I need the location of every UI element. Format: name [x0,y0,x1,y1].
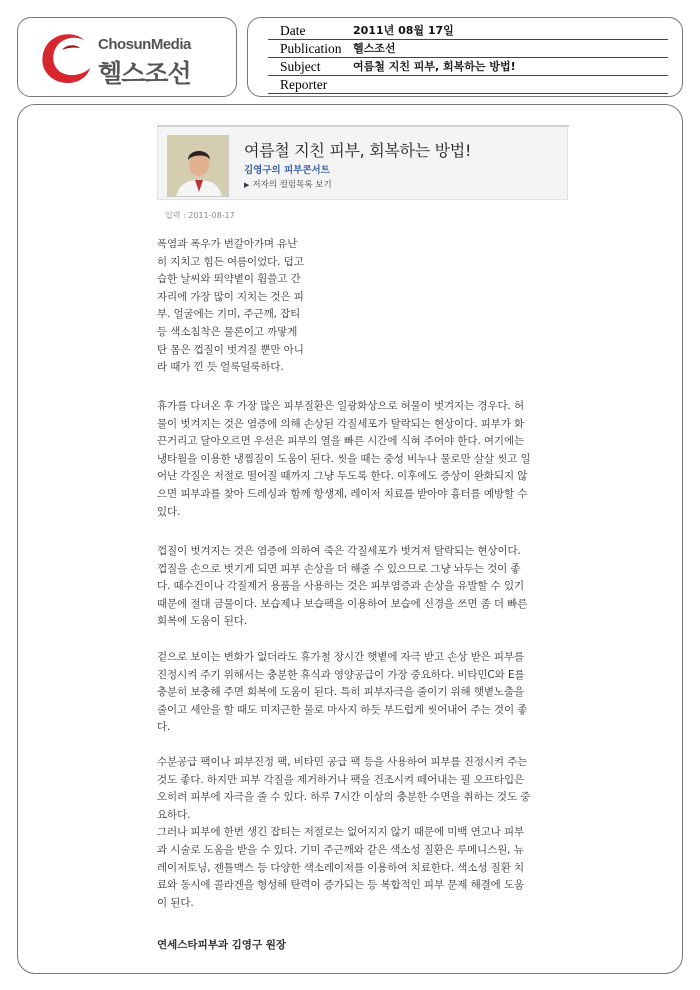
card-top-border [157,125,569,127]
text-line: 부. 얼굴에는 기미, 주근깨, 잡티 [157,308,301,321]
paragraph-treatment [157,754,569,912]
author-portrait-icon [168,136,229,197]
text-line: 으면 피부과를 찾아 드레싱과 함께 항생제, 레이저 치료를 받아야 흉터를 예방할 수 [157,487,528,500]
text-line: 다. 때수건이나 각질제거 용품을 사용하는 것은 피부염증과 손상을 유발할 수 있기 [157,580,525,593]
author-signature: 연세스타피부과 김영구 원장 [157,939,287,951]
meta-row-publication [268,40,668,58]
meta-label-reporter: Reporter [280,77,328,92]
text-line: 등 색소침착은 물론이고 까맣게 [157,325,298,338]
text-line: 라 때가 낀 듯 얼룩덜룩하다. [157,361,284,374]
text-line: 어난 각질은 저절로 떨어질 때까지 그냥 두도록 한다. 이후에도 증상이 완화되지 않 [157,470,528,483]
text-line: 껍질이 벗겨지는 것은 염증에 의하여 죽은 각질세포가 벗겨져 탈락되는 현상이다. [157,545,521,557]
triangle-right-icon: ▶ [244,181,250,189]
text-line: 료와 동시에 콜라겐을 형성해 탄력이 증가되는 등 복합적인 피부 문제 해결에 도움 [157,879,525,892]
article-header-card [157,125,568,200]
meta-label-publication: Publication [280,41,342,56]
text-line: 히 지치고 힘든 여름이었다. 덥고 [157,255,304,268]
text-line: 자리에 가장 많이 지치는 것은 피 [157,290,304,303]
text-line: 있다. [157,505,181,518]
text-line: 습한 날씨와 뙤약볕이 휩쓸고 간 [157,273,301,286]
meta-label-date: Date [280,23,306,38]
text-line: 그러나 피부에 한번 생긴 잡티는 저절로는 없어지지 않기 때문에 미백 연고나 피부 [157,826,525,839]
text-line: 줄이고 세안을 할 때도 미지근한 물로 마사지 하듯 부드럽게 씻어내어 주는 것이 좋 [157,703,528,716]
meta-value-publication: 헬스조선 [353,42,396,55]
meta-row-reporter [268,76,668,94]
column-list-label: 저자의 컬럼목록 보기 [252,180,332,190]
meta-row-subject [268,58,668,76]
author-photo [167,135,229,197]
paragraph-peeling [157,543,569,631]
meta-value-subject: 여름철 지친 피부, 회복하는 방법! [353,60,516,73]
meta-label-subject: Subject [280,59,321,74]
text-line: 겉으로 보이는 변화가 없더라도 휴가철 장시간 햇볕에 자극 받고 손상 받은 피부를 [157,651,525,663]
logo-text-en: ChosunMedia [98,36,191,53]
chosun-logo-icon [36,28,96,88]
meta-row-date [268,22,668,40]
logo-text-kr: 헬스조선 [98,59,191,88]
author-column-list-link[interactable] [244,178,332,190]
text-line: 물이 벗겨지는 것은 염증에 의해 손상된 각질세포가 탈락되는 현상이다. 피부가 화 [157,417,525,430]
meta-info-box [247,17,683,97]
text-line: 수분공급 팩이나 피부진정 팩, 비타민 공급 팩 등을 사용하여 피부를 진정시켜 주는 [157,756,528,768]
text-line: 다. [157,721,171,734]
text-line: 오히려 피부에 자극을 줄 수 있다. 하루 7시간 이상의 충분한 수면을 취하는 것도 중 [157,791,531,804]
text-line: 이 된다. [157,896,194,909]
text-line: 끈거리고 달아오르면 우선은 피부의 열을 빠른 시간에 식혀 주어야 한다. 여기에는 [157,435,525,448]
text-line: 진정시켜 주기 위해서는 충분한 휴식과 영양공급이 가장 중요하다. 비타민C와 E를 [157,668,525,681]
text-line: 과 시술로 도움을 받을 수 있다. 기미 주근깨와 같은 색소성 질환은 루메니스원, 뉴 [157,843,524,856]
text-line: 요하다. [157,808,191,821]
text-line: 때문에 절대 금물이다. 보습제나 보습팩을 이용하여 보습에 신경을 쓰면 좀 더 빠른 [157,597,528,610]
text-line: 회복에 도움이 된다. [157,615,248,628]
input-date: 입력 : 2011-08-17 [165,211,235,220]
text-line: 레이저토닝, 젠틀맥스 등 다양한 색소레이저를 이용하여 치료한다. 색소성 질환 치 [157,861,525,874]
text-line: 것도 좋다. 하지만 피부 각질을 제거하거나 팩을 건조시켜 떼어내는 필 오프타입은 [157,773,525,786]
paragraph-recovery [157,649,569,737]
text-line: 냉타월을 이용한 냉찜질이 도움이 된다. 씻을 때는 중성 비누나 물로만 살살 씻고 일 [157,452,531,465]
logo-box [17,17,237,97]
paragraph-sunburn [157,398,569,521]
text-line: 휴가를 다녀온 후 가장 많은 피부질환은 일광화상으로 허물이 벗겨지는 경우다. 허 [157,400,525,412]
column-name-link[interactable]: 김영구의 피부콘서트 [244,165,330,176]
intro-paragraph [157,236,317,377]
article-title: 여름철 지친 피부, 회복하는 방법! [244,141,472,160]
text-line: 껍질을 손으로 벗기게 되면 피부 손상을 더 해줄 수 있으므로 그냥 놔두는 것이 좋 [157,562,521,575]
meta-value-date: 2011년 08월 17일 [353,24,454,37]
text-line: 탄 몸은 껍질이 벗겨질 뿐만 아니 [157,343,304,356]
text-line: 충분히 보충해 주면 회복에 도움이 된다. 특히 피부자극을 줄이기 위해 햇볕노출을 [157,686,525,699]
text-line: 폭염과 폭우가 번갈아가며 유난 [157,238,298,250]
